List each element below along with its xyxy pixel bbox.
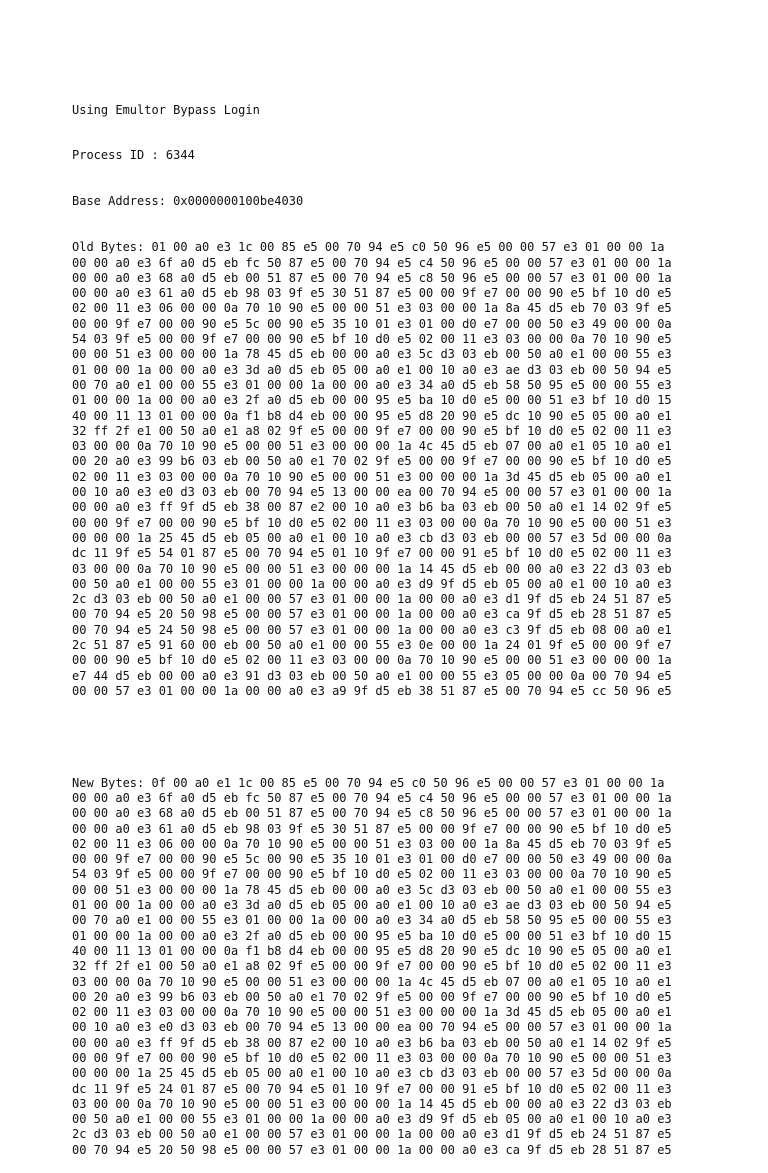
old-bytes-line: 01 00 00 1a 00 00 a0 e3 2f a0 d5 eb 00 00 95 e5 ba 10 d0 e5 00 00 51 e3 bf 10 d0 15 [72,393,672,408]
new-bytes-line: 00 00 9f e7 00 00 90 e5 bf 10 d0 e5 02 00 11 e3 03 00 00 0a 70 10 90 e5 00 00 51 e3 [72,1051,672,1065]
base-address: Base Address: 0x0000000100be4030 [72,194,304,209]
new-bytes-line: 00 00 a0 e3 61 a0 d5 eb 98 03 9f e5 30 51 87 e5 00 00 9f e7 00 00 90 e5 bf 10 d0 e5 [72,821,672,836]
old-bytes-line: 40 00 11 13 01 00 00 0a f1 b8 d4 eb 00 00 95 e5 d8 20 90 e5 dc 10 90 e5 05 00 a0 e1 [72,408,672,423]
old-bytes-line: 00 00 a0 e3 61 a0 d5 eb 98 03 9f e5 30 51 87 e5 00 00 9f e7 00 00 90 e5 bf 10 d0 e5 [72,286,672,301]
old-bytes-line: 02 00 11 e3 06 00 00 0a 70 10 90 e5 00 00 51 e3 03 00 00 1a 8a 45 d5 eb 70 03 9f e5 [72,301,672,316]
new-bytes-line: 2c d3 03 eb 00 50 a0 e1 00 00 57 e3 01 00 00 1a 00 00 a0 e3 d1 9f d5 eb 24 51 87 e5 [72,1127,672,1142]
new-bytes-line: 00 00 51 e3 00 00 00 1a 78 45 d5 eb 00 00 a0 e3 5c d3 03 eb 00 50 a0 e1 00 00 55 e3 [72,882,672,897]
new-bytes-line: 32 ff 2f e1 00 50 a0 e1 a8 02 9f e5 00 00 9f e7 00 00 90 e5 bf 10 d0 e5 02 00 11 e3 [72,959,672,974]
old-bytes-line: 00 50 a0 e1 00 00 55 e3 01 00 00 1a 00 00 a0 e3 d9 9f d5 eb 05 00 a0 e1 00 10 a0 e3 [72,576,672,591]
section-spacer [72,730,712,745]
new-bytes-block [72,776,712,1158]
new-bytes-line: 00 00 00 1a 25 45 d5 eb 05 00 a0 e1 00 10 a0 e3 cb d3 03 eb 00 00 57 e3 5d 00 00 0a [72,1066,672,1081]
new-bytes-line: 00 00 a0 e3 68 a0 d5 eb 00 51 87 e5 00 70 94 e5 c8 50 96 e5 00 00 57 e3 01 00 00 1a [72,806,672,821]
document-title: Using Emultor Bypass Login [72,102,260,117]
new-bytes-line: 00 00 a0 e3 ff 9f d5 eb 38 00 87 e2 00 10 a0 e3 b6 ba 03 eb 00 50 a0 e1 14 02 9f e5 [72,1035,672,1050]
new-bytes-line: 03 00 00 0a 70 10 90 e5 00 00 51 e3 00 00 00 1a 4c 45 d5 eb 07 00 a0 e1 05 10 a0 e1 [72,974,672,989]
old-bytes-line: 00 00 9f e7 00 00 90 e5 bf 10 d0 e5 02 00 11 e3 03 00 00 0a 70 10 90 e5 00 00 51 e3 [72,515,672,530]
new-bytes-line: 03 00 00 0a 70 10 90 e5 00 00 51 e3 00 00 00 1a 14 45 d5 eb 00 00 a0 e3 22 d3 03 eb [72,1096,672,1111]
old-bytes-line: 00 70 94 e5 20 50 98 e5 00 00 57 e3 01 00 00 1a 00 00 a0 e3 ca 9f d5 eb 28 51 87 e5 [72,607,672,622]
new-bytes-line: 02 00 11 e3 06 00 00 0a 70 10 90 e5 00 00 51 e3 03 00 00 1a 8a 45 d5 eb 70 03 9f e5 [72,836,672,851]
new-bytes-line: 54 03 9f e5 00 00 9f e7 00 00 90 e5 bf 10 d0 e5 02 00 11 e3 03 00 00 0a 70 10 90 e5 [72,867,672,882]
old-bytes-line: 03 00 00 0a 70 10 90 e5 00 00 51 e3 00 00 00 1a 14 45 d5 eb 00 00 a0 e3 22 d3 03 eb [72,561,672,576]
old-bytes-line: 00 00 a0 e3 68 a0 d5 eb 00 51 87 e5 00 70 94 e5 c8 50 96 e5 00 00 57 e3 01 00 00 1a [72,270,672,285]
process-id: Process ID : 6344 [72,148,195,163]
old-bytes-line: 01 00 00 1a 00 00 a0 e3 3d a0 d5 eb 05 00 a0 e1 00 10 a0 e3 ae d3 03 eb 00 50 94 e5 [72,362,672,377]
new-bytes-line: 00 10 a0 e3 e0 d3 03 eb 00 70 94 e5 13 00 00 ea 00 70 94 e5 00 00 57 e3 01 00 00 1a [72,1020,672,1035]
old-bytes-line: 00 00 9f e7 00 00 90 e5 5c 00 90 e5 35 10 01 e3 01 00 d0 e7 00 00 50 e3 49 00 00 0a [72,316,672,331]
old-bytes-line: 03 00 00 0a 70 10 90 e5 00 00 51 e3 00 00 00 1a 4c 45 d5 eb 07 00 a0 e1 05 10 a0 e1 [72,439,672,454]
old-bytes-line: e7 44 d5 eb 00 00 a0 e3 91 d3 03 eb 00 50 a0 e1 00 00 55 e3 05 00 00 0a 00 70 94 e5 [72,668,672,683]
new-bytes-line: 00 00 9f e7 00 00 90 e5 5c 00 90 e5 35 10 01 e3 01 00 d0 e7 00 00 50 e3 49 00 00 0a [72,852,672,867]
old-bytes-line: 00 20 a0 e3 99 b6 03 eb 00 50 a0 e1 70 02 9f e5 00 00 9f e7 00 00 90 e5 bf 10 d0 e5 [72,454,672,469]
old-bytes-line: 00 00 a0 e3 6f a0 d5 eb fc 50 87 e5 00 70 94 e5 c4 50 96 e5 00 00 57 e3 01 00 00 1a [72,255,672,270]
old-bytes-block [72,240,712,699]
new-bytes-line: 00 50 a0 e1 00 00 55 e3 01 00 00 1a 00 00 a0 e3 d9 9f d5 eb 05 00 a0 e1 00 10 a0 e3 [72,1112,672,1127]
new-bytes-line: New Bytes: 0f 00 a0 e1 1c 00 85 e5 00 70 94 e5 c0 50 96 e5 00 00 57 e3 01 00 00 1a [72,775,665,790]
new-bytes-line: 00 70 a0 e1 00 00 55 e3 01 00 00 1a 00 00 a0 e3 34 a0 d5 eb 58 50 95 e5 00 00 55 e3 [72,913,672,928]
old-bytes-line: 2c d3 03 eb 00 50 a0 e1 00 00 57 e3 01 00 00 1a 00 00 a0 e3 d1 9f d5 eb 24 51 87 e5 [72,592,672,607]
new-bytes-line: 02 00 11 e3 03 00 00 0a 70 10 90 e5 00 00 51 e3 00 00 00 1a 3d 45 d5 eb 05 00 a0 e1 [72,1005,672,1020]
old-bytes-line: 54 03 9f e5 00 00 9f e7 00 00 90 e5 bf 10 d0 e5 02 00 11 e3 03 00 00 0a 70 10 90 e5 [72,332,672,347]
old-bytes-line: 00 00 a0 e3 ff 9f d5 eb 38 00 87 e2 00 10 a0 e3 b6 ba 03 eb 00 50 a0 e1 14 02 9f e5 [72,500,672,515]
old-bytes-line: 32 ff 2f e1 00 50 a0 e1 a8 02 9f e5 00 00 9f e7 00 00 90 e5 bf 10 d0 e5 02 00 11 e3 [72,423,672,438]
new-bytes-line: 00 20 a0 e3 99 b6 03 eb 00 50 a0 e1 70 02 9f e5 00 00 9f e7 00 00 90 e5 bf 10 d0 e5 [72,989,672,1004]
old-bytes-line: 00 10 a0 e3 e0 d3 03 eb 00 70 94 e5 13 00 00 ea 00 70 94 e5 00 00 57 e3 01 00 00 1a [72,485,672,500]
new-bytes-line: 01 00 00 1a 00 00 a0 e3 2f a0 d5 eb 00 00 95 e5 ba 10 d0 e5 00 00 51 e3 bf 10 d0 15 [72,928,672,943]
old-bytes-line: 00 00 90 e5 bf 10 d0 e5 02 00 11 e3 03 00 00 0a 70 10 90 e5 00 00 51 e3 00 00 00 1a [72,653,672,668]
old-bytes-line: 00 70 94 e5 24 50 98 e5 00 00 57 e3 01 00 00 1a 00 00 a0 e3 c3 9f d5 eb 08 00 a0 e1 [72,622,672,637]
old-bytes-line: 00 00 51 e3 00 00 00 1a 78 45 d5 eb 00 00 a0 e3 5c d3 03 eb 00 50 a0 e1 00 00 55 e3 [72,347,672,362]
new-bytes-line: 00 70 94 e5 20 50 98 e5 00 00 57 e3 01 00 00 1a 00 00 a0 e3 ca 9f d5 eb 28 51 87 e5 [72,1142,672,1157]
old-bytes-line: Old Bytes: 01 00 a0 e3 1c 00 85 e5 00 70 94 e5 c0 50 96 e5 00 00 57 e3 01 00 00 1a [72,240,665,255]
new-bytes-line: 40 00 11 13 01 00 00 0a f1 b8 d4 eb 00 00 95 e5 d8 20 90 e5 dc 10 90 e5 05 00 a0 e1 [72,943,672,958]
old-bytes-line: 2c 51 87 e5 91 60 00 eb 00 50 a0 e1 00 00 55 e3 0e 00 00 1a 24 01 9f e5 00 00 9f e7 [72,637,672,652]
old-bytes-line: dc 11 9f e5 54 01 87 e5 00 70 94 e5 01 10 9f e7 00 00 91 e5 bf 10 d0 e5 02 00 11 e3 [72,546,672,561]
old-bytes-line: 00 00 57 e3 01 00 00 1a 00 00 a0 e3 a9 9f d5 eb 38 51 87 e5 00 70 94 e5 cc 50 96 e5 [72,683,672,698]
new-bytes-line: dc 11 9f e5 24 01 87 e5 00 70 94 e5 01 10 9f e7 00 00 91 e5 bf 10 d0 e5 02 00 11 e3 [72,1081,672,1096]
document-body [72,72,712,1173]
old-bytes-line: 00 00 00 1a 25 45 d5 eb 05 00 a0 e1 00 10 a0 e3 cb d3 03 eb 00 00 57 e3 5d 00 00 0a [72,530,672,545]
new-bytes-line: 01 00 00 1a 00 00 a0 e3 3d a0 d5 eb 05 00 a0 e1 00 10 a0 e3 ae d3 03 eb 00 50 94 e5 [72,898,672,913]
old-bytes-line: 02 00 11 e3 03 00 00 0a 70 10 90 e5 00 00 51 e3 00 00 00 1a 3d 45 d5 eb 05 00 a0 e1 [72,469,672,484]
new-bytes-line: 00 00 a0 e3 6f a0 d5 eb fc 50 87 e5 00 70 94 e5 c4 50 96 e5 00 00 57 e3 01 00 00 1a [72,790,672,805]
old-bytes-line: 00 70 a0 e1 00 00 55 e3 01 00 00 1a 00 00 a0 e3 34 a0 d5 eb 58 50 95 e5 00 00 55 e3 [72,377,672,392]
